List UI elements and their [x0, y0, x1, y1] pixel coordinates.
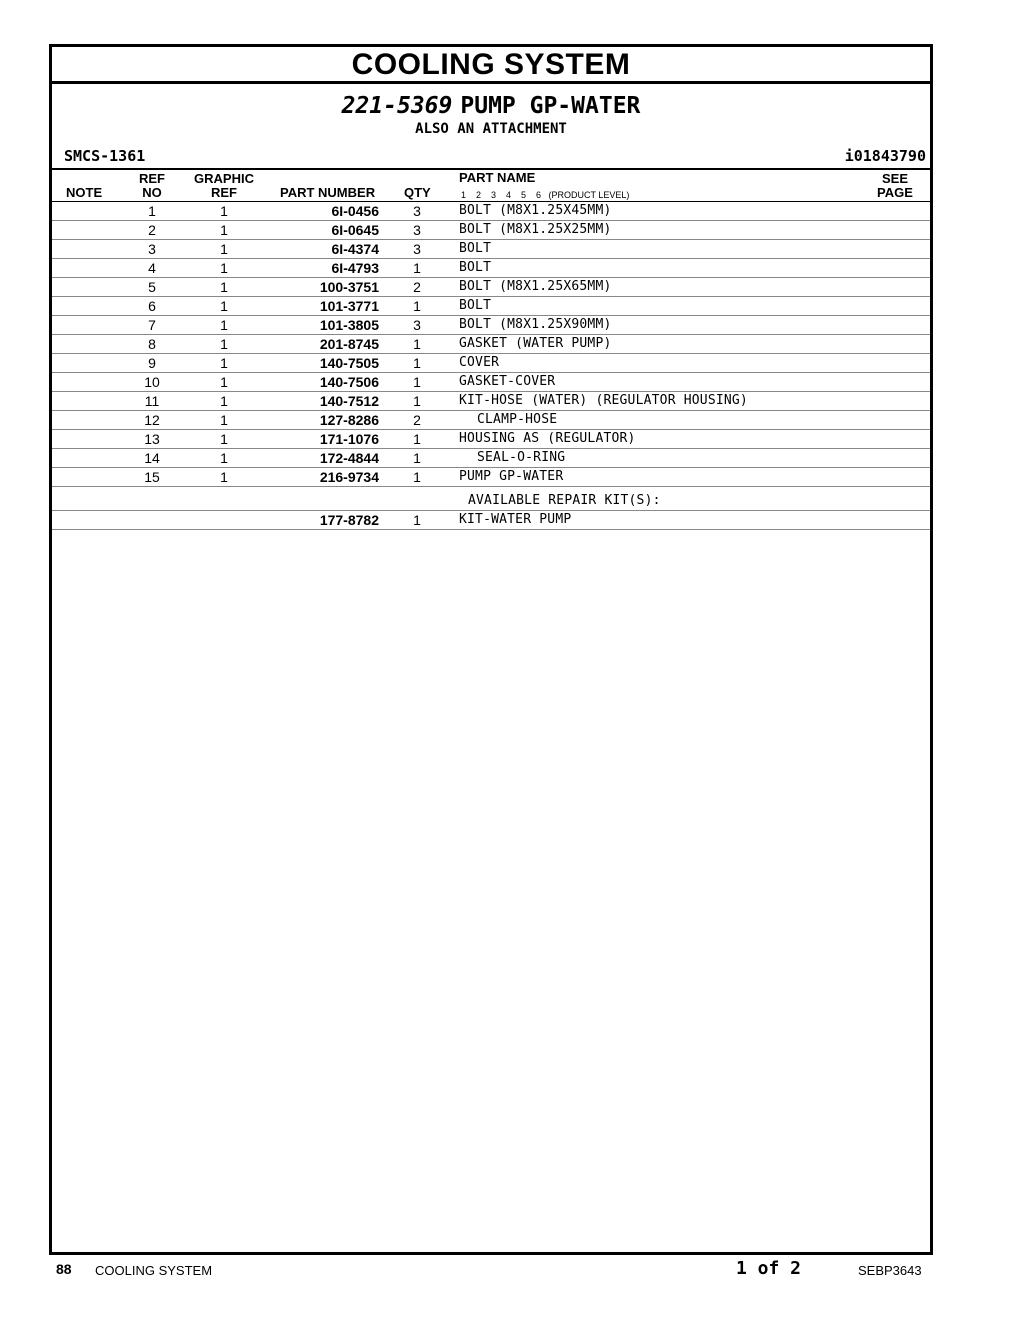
part-name: HOUSING AS (REGULATOR)	[459, 431, 636, 446]
table-row	[52, 511, 930, 530]
col-see-bottom: PAGE	[877, 185, 913, 200]
col-ref-top: REF	[139, 171, 165, 186]
graphic-ref: 1	[220, 431, 228, 447]
page-of: 1 of 2	[736, 1258, 802, 1279]
ref-no: 3	[148, 241, 156, 257]
graphic-ref: 1	[220, 241, 228, 257]
illustration-id: i01843790	[844, 147, 926, 165]
col-product-level: 1 2 3 4 5 6 (PRODUCT LEVEL)	[461, 190, 630, 200]
part-number: 6I-4374	[331, 241, 379, 257]
graphic-ref: 1	[220, 450, 228, 466]
graphic-ref: 1	[220, 203, 228, 219]
graphic-ref: 1	[220, 260, 228, 276]
ref-no: 5	[148, 279, 156, 295]
ref-no: 2	[148, 222, 156, 238]
part-name: CLAMP-HOSE	[477, 412, 558, 427]
col-graphic-bottom: REF	[211, 185, 237, 200]
col-part-name: PART NAME	[459, 170, 536, 185]
part-number: 140-7505	[319, 355, 379, 371]
qty: 1	[413, 469, 421, 485]
part-name: KIT-HOSE (WATER) (REGULATOR HOUSING)	[459, 393, 748, 408]
qty: 1	[413, 374, 421, 390]
qty: 3	[413, 203, 421, 219]
part-name: BOLT	[459, 260, 492, 275]
table-row	[52, 335, 930, 354]
qty: 1	[413, 336, 421, 352]
table-row	[52, 259, 930, 278]
table-row	[52, 430, 930, 449]
graphic-ref: 1	[220, 317, 228, 333]
col-part-number: PART NUMBER	[280, 185, 376, 200]
group-number: 221-5369	[341, 93, 453, 119]
part-number: 216-9734	[319, 469, 379, 485]
ref-no: 13	[144, 431, 160, 447]
page-number: 88	[56, 1261, 72, 1277]
graphic-ref: 1	[220, 336, 228, 352]
part-number: 201-8745	[319, 336, 379, 352]
table-row	[52, 373, 930, 392]
graphic-ref: 1	[220, 298, 228, 314]
id-bar	[52, 146, 930, 170]
group-name: PUMP GP-WATER	[460, 93, 641, 119]
doc-number: SEBP3643	[858, 1263, 922, 1278]
qty: 1	[413, 355, 421, 371]
table-row	[52, 240, 930, 259]
table-row	[52, 221, 930, 240]
part-number: 127-8286	[319, 412, 379, 428]
ref-no: 9	[148, 355, 156, 371]
qty: 1	[413, 260, 421, 276]
ref-no: 1	[148, 203, 156, 219]
qty: 1	[413, 393, 421, 409]
part-name: PUMP GP-WATER	[459, 469, 564, 484]
table-row	[52, 449, 930, 468]
part-number: 101-3771	[319, 298, 379, 314]
col-graphic-top: GRAPHIC	[194, 171, 254, 186]
graphic-ref: 1	[220, 222, 228, 238]
ref-no: 14	[144, 450, 160, 466]
group-title	[52, 92, 930, 120]
graphic-ref: 1	[220, 374, 228, 390]
table-row	[52, 316, 930, 335]
col-ref-bottom: NO	[142, 185, 162, 200]
col-note: NOTE	[66, 185, 103, 200]
part-name: BOLT (M8X1.25X90MM)	[459, 317, 612, 332]
qty: 3	[413, 241, 421, 257]
qty: 3	[413, 222, 421, 238]
footer-section: COOLING SYSTEM	[95, 1263, 213, 1278]
qty: 1	[413, 431, 421, 447]
graphic-ref: 1	[220, 469, 228, 485]
page-footer	[0, 1252, 1020, 1292]
col-see-top: SEE	[881, 171, 908, 186]
qty: 1	[413, 450, 421, 466]
part-name: GASKET-COVER	[459, 374, 556, 389]
parts-page-frame	[49, 44, 933, 1255]
part-name: BOLT	[459, 241, 492, 256]
part-number: 101-3805	[319, 317, 379, 333]
graphic-ref: 1	[220, 279, 228, 295]
part-name: SEAL-O-RING	[477, 450, 566, 465]
ref-no: 6	[148, 298, 156, 314]
table-row	[52, 297, 930, 316]
part-name: GASKET (WATER PUMP)	[459, 336, 612, 351]
parts-list	[52, 202, 930, 530]
ref-no: 10	[144, 374, 160, 390]
qty: 1	[413, 298, 421, 314]
ref-no: 12	[144, 412, 160, 428]
repair-kit-heading: AVAILABLE REPAIR KIT(S):	[468, 493, 661, 508]
graphic-ref: 1	[220, 393, 228, 409]
part-name: BOLT (M8X1.25X65MM)	[459, 279, 612, 294]
table-row	[52, 354, 930, 373]
table-row	[52, 411, 930, 430]
part-number: 140-7512	[319, 393, 379, 409]
ref-no: 8	[148, 336, 156, 352]
col-qty: QTY	[404, 185, 431, 200]
part-number: 6I-0456	[331, 203, 379, 219]
graphic-ref: 1	[220, 412, 228, 428]
graphic-ref: 1	[220, 355, 228, 371]
table-row	[52, 202, 930, 221]
part-number: 177-8782	[319, 512, 379, 528]
qty: 2	[413, 279, 421, 295]
part-number: 6I-0645	[331, 222, 379, 238]
ref-no: 15	[144, 469, 160, 485]
part-name: KIT-WATER PUMP	[459, 512, 572, 527]
qty: 3	[413, 317, 421, 333]
part-number: 171-1076	[319, 431, 379, 447]
table-row	[52, 468, 930, 487]
repair-kit-heading-row	[52, 487, 930, 511]
part-name: COVER	[459, 355, 500, 370]
part-number: 140-7506	[319, 374, 379, 390]
part-name: BOLT (M8X1.25X25MM)	[459, 222, 612, 237]
ref-no: 7	[148, 317, 156, 333]
attachment-note: ALSO AN ATTACHMENT	[415, 121, 567, 137]
part-number: 100-3751	[319, 279, 379, 295]
part-number: 172-4844	[319, 450, 379, 466]
part-name: BOLT (M8X1.25X45MM)	[459, 203, 612, 218]
part-name: BOLT	[459, 298, 492, 313]
section-title: COOLING SYSTEM	[52, 47, 930, 84]
table-row	[52, 392, 930, 411]
part-number: 6I-4793	[331, 260, 379, 276]
smcs-code: SMCS-1361	[64, 147, 146, 165]
qty: 1	[413, 512, 421, 528]
qty: 2	[413, 412, 421, 428]
ref-no: 11	[144, 393, 160, 409]
column-headers	[52, 170, 930, 202]
table-row	[52, 278, 930, 297]
ref-no: 4	[148, 260, 156, 276]
